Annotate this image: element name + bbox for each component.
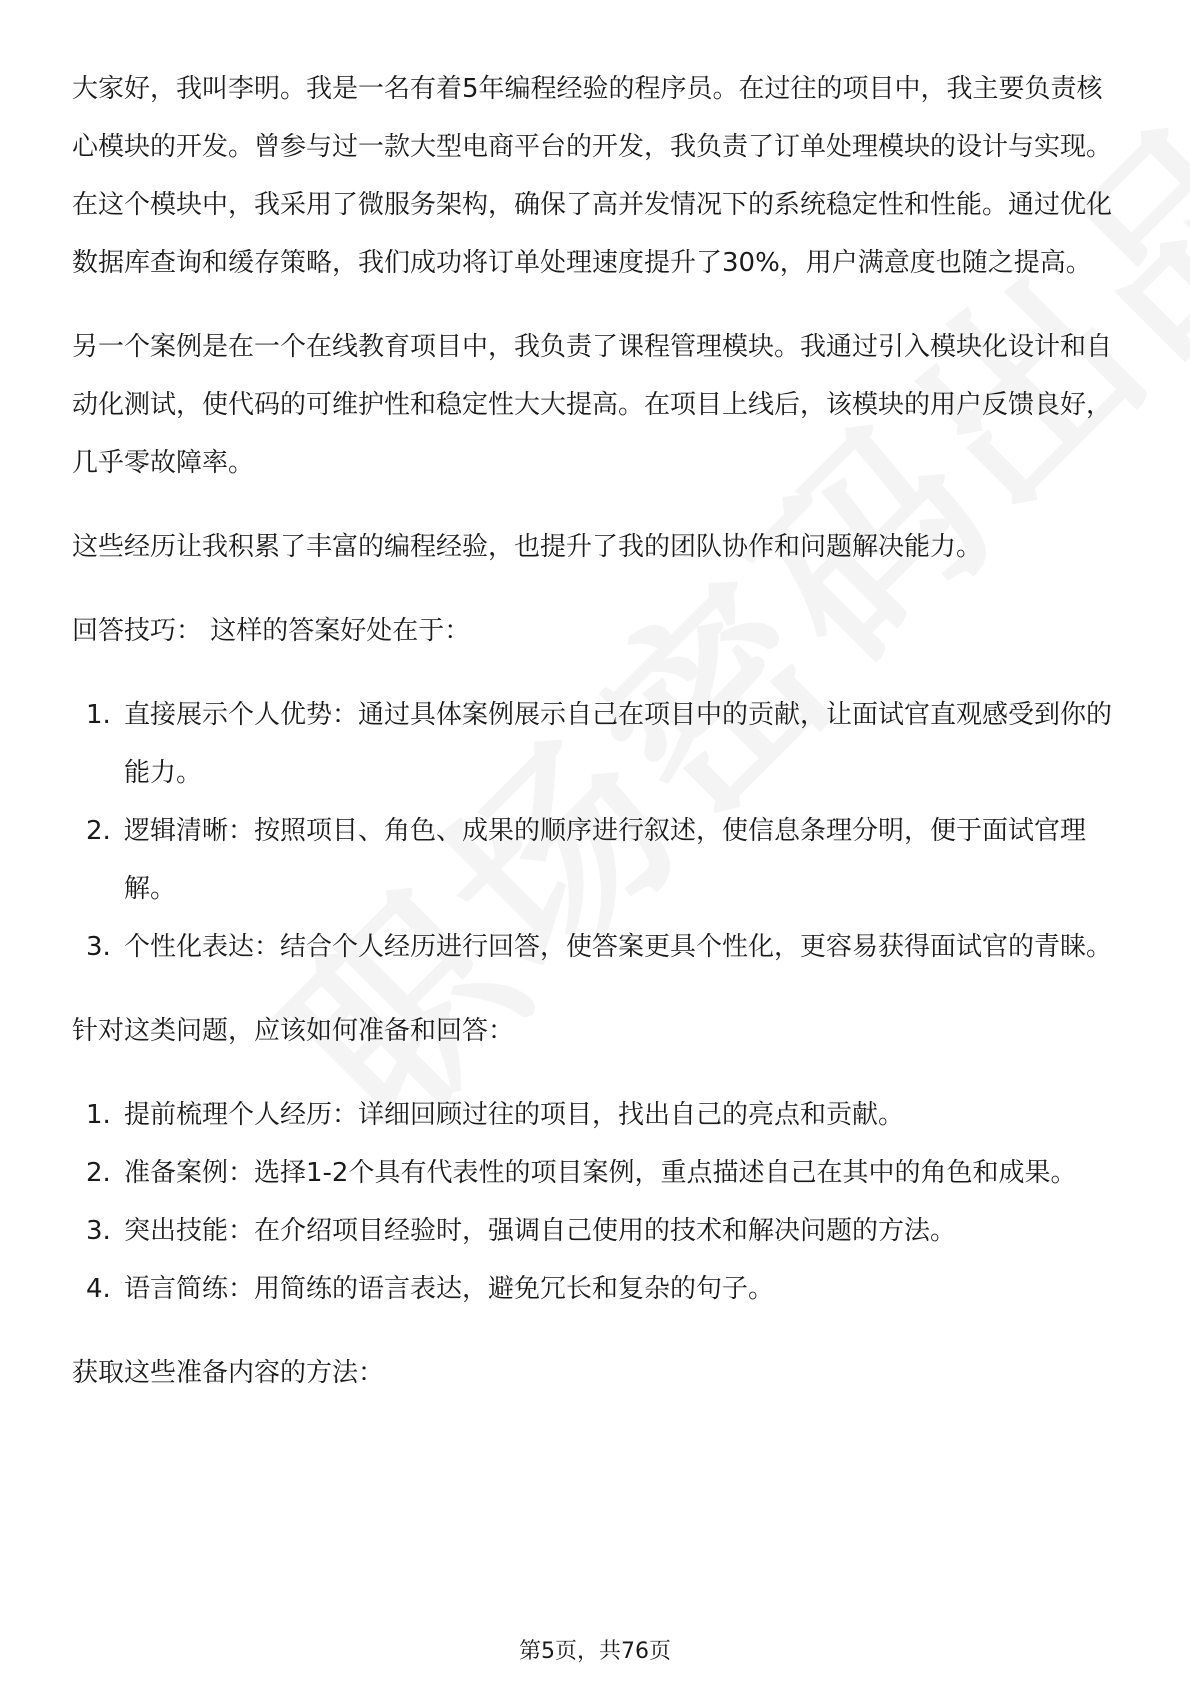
list-number: 2.	[86, 1158, 111, 1188]
list-item	[72, 1260, 1124, 1318]
list-text: 个性化表达：结合个人经历进行回答，使答案更具个性化，更容易获得面试官的青睐。	[124, 932, 1113, 962]
list-text: 突出技能：在介绍项目经验时，强调自己使用的技术和解决问题的方法。	[124, 1216, 957, 1246]
method-heading: 获取这些准备内容的方法：	[72, 1358, 385, 1388]
tips-heading: 回答技巧： 这样的答案好处在于：	[72, 616, 471, 646]
paragraph-case-two: 另一个案例是在一个在线教育项目中，我负责了课程管理模块。我通过引入模块化设计和自动化测试，使代码的可维护性和稳定性大大提高。在项目上线后，该模块的用户反馈良好，几乎零故障率。	[72, 332, 1113, 478]
list-number: 2.	[86, 816, 111, 846]
page-content	[72, 60, 1124, 1428]
list-number: 1.	[86, 1100, 111, 1130]
list-item	[72, 1144, 1124, 1202]
list-text: 准备案例：选择1-2个具有代表性的项目案例，重点描述自己在其中的角色和成果。	[124, 1158, 1077, 1188]
tips-list	[72, 686, 1124, 976]
list-item	[72, 918, 1124, 976]
list-text: 逻辑清晰：按照项目、角色、成果的顺序进行叙述，使信息条理分明，便于面试官理解。	[124, 816, 1087, 904]
list-item	[72, 802, 1124, 918]
prepare-list	[72, 1086, 1124, 1318]
list-text: 提前梳理个人经历：详细回顾过往的项目，找出自己的亮点和贡献。	[124, 1100, 905, 1130]
list-text: 直接展示个人优势：通过具体案例展示自己在项目中的贡献，让面试官直观感受到你的能力。	[124, 700, 1113, 788]
list-number: 1.	[86, 700, 111, 730]
list-number: 3.	[86, 932, 111, 962]
list-item	[72, 1086, 1124, 1144]
list-item	[72, 686, 1124, 802]
prepare-heading: 针对这类问题，应该如何准备和回答：	[72, 1016, 515, 1046]
list-text: 语言简练：用简练的语言表达，避免冗长和复杂的句子。	[124, 1274, 775, 1304]
page-footer: 第5页，共76页	[519, 1639, 671, 1664]
list-number: 4.	[86, 1274, 111, 1304]
list-item	[72, 1202, 1124, 1260]
list-number: 3.	[86, 1216, 111, 1246]
paragraph-summary: 这些经历让我积累了丰富的编程经验，也提升了我的团队协作和问题解决能力。	[72, 532, 983, 562]
paragraph-intro: 大家好，我叫李明。我是一名有着5年编程经验的程序员。在过往的项目中，我主要负责核心模块的开发。曾参与过一款大型电商平台的开发，我负责了订单处理模块的设计与实现。在这个模块中，我采用了微服务架构，确保了高并发情况下的系统稳定性和性能。通过优化数据库查询和缓存策略，我们成功将订单处理速度提升了30%，用户满意度也随之提高。	[72, 74, 1113, 278]
